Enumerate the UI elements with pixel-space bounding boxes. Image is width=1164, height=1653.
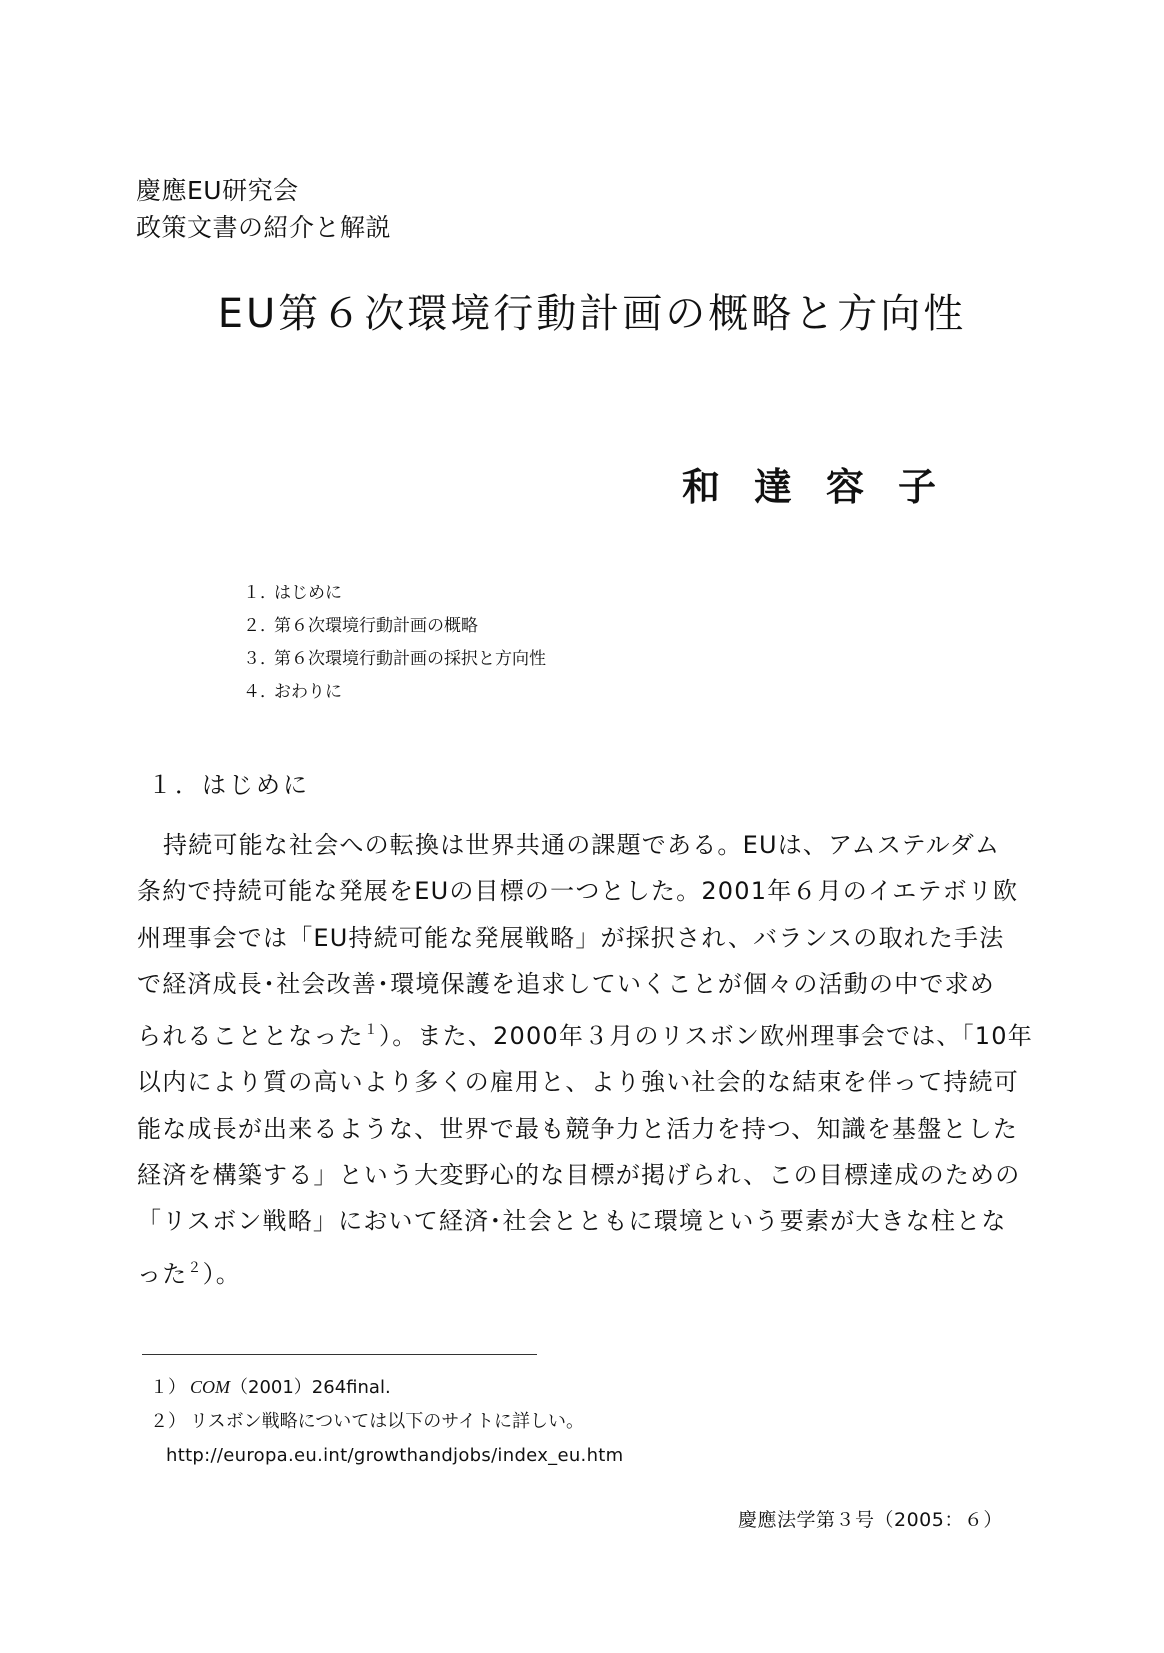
toc-number: １． (243, 583, 277, 603)
toc-label: はじめに (274, 583, 342, 603)
footnotes (150, 1370, 623, 1473)
toc-label: 第６次環境行動計画の概略 (274, 616, 478, 636)
body-paragraph (137, 822, 1032, 1297)
footnote-text: （2001）264final. (230, 1377, 391, 1398)
toc-item (243, 643, 546, 676)
text-line: 能な成長が出来るような、世界で最も競争力と活力を持つ、知識を基盤とした (137, 1114, 1019, 1143)
toc-item (243, 676, 546, 709)
author-name: 和達容子 (682, 464, 971, 509)
text-line: 以内により質の高いより多くの雇用と、より強い社会的な結束を伴って持続可 (137, 1068, 1019, 1097)
footnote-text: リスボン戦略については以下のサイトに詳しい。 (190, 1411, 585, 1432)
text-fragment: られることとなった (137, 1022, 364, 1051)
toc-item (243, 610, 546, 643)
journal-citation: 慶應法学第３号（2005：６） (738, 1509, 1003, 1531)
footnote-ref-2[interactable]: ２ (187, 1259, 203, 1276)
footnote-doc-code: COM (190, 1377, 230, 1397)
toc-label: おわりに (274, 682, 342, 702)
footnote-number: １） (150, 1377, 186, 1398)
text-line: 経済を構築する」という大変野心的な目標が掲げられ、この目標達成のための (137, 1161, 1021, 1190)
footnote-url-link[interactable]: http://europa.eu.int/growthandjobs/index_eu.htm (166, 1445, 624, 1466)
header-block (136, 172, 391, 246)
header-line-1: 慶應EU研究会 (136, 176, 299, 205)
text-line: で経済成長･社会改善･環境保護を追求していくことが個々の活動の中で求め (137, 969, 995, 998)
page-title: EU第６次環境行動計画の概略と方向性 (217, 291, 967, 337)
text-line (137, 1007, 1032, 1059)
footnote-2 (150, 1405, 623, 1439)
text-line: 州理事会では「EU持続可能な発展戦略」が採択され、バランスの取れた手法 (137, 923, 1005, 952)
text-fragment: ）。 (202, 1259, 242, 1288)
text-line: 持続可能な社会への転換は世界共通の課題である。EUは、アムステルダム (163, 831, 1001, 859)
toc-number: ２． (243, 616, 277, 636)
footnote-divider (142, 1354, 537, 1355)
toc-item (243, 577, 546, 610)
table-of-contents (243, 577, 546, 709)
header-line-2: 政策文書の紹介と解説 (136, 213, 392, 242)
toc-label: 第６次環境行動計画の採択と方向性 (274, 649, 546, 669)
section-heading: １．はじめに (148, 771, 310, 799)
text-fragment: ）。また、2000年３月のリスボン欧州理事会では、「10年 (379, 1022, 1033, 1051)
text-line: 条約で持続可能な発展をEUの目標の一つとした。2001年６月のイエテボリ欧 (137, 877, 1019, 906)
footnote-1 (150, 1370, 623, 1405)
text-fragment: った (137, 1259, 188, 1288)
text-line (137, 1245, 1032, 1297)
footnote-number: ２） (150, 1411, 186, 1432)
text-line: 「リスボン戦略」において経済･社会とともに環境という要素が大きな柱とな (137, 1207, 1007, 1236)
toc-number: ４． (243, 682, 277, 702)
toc-number: ３． (243, 649, 277, 669)
footnote-ref-1[interactable]: １ (363, 1022, 380, 1039)
